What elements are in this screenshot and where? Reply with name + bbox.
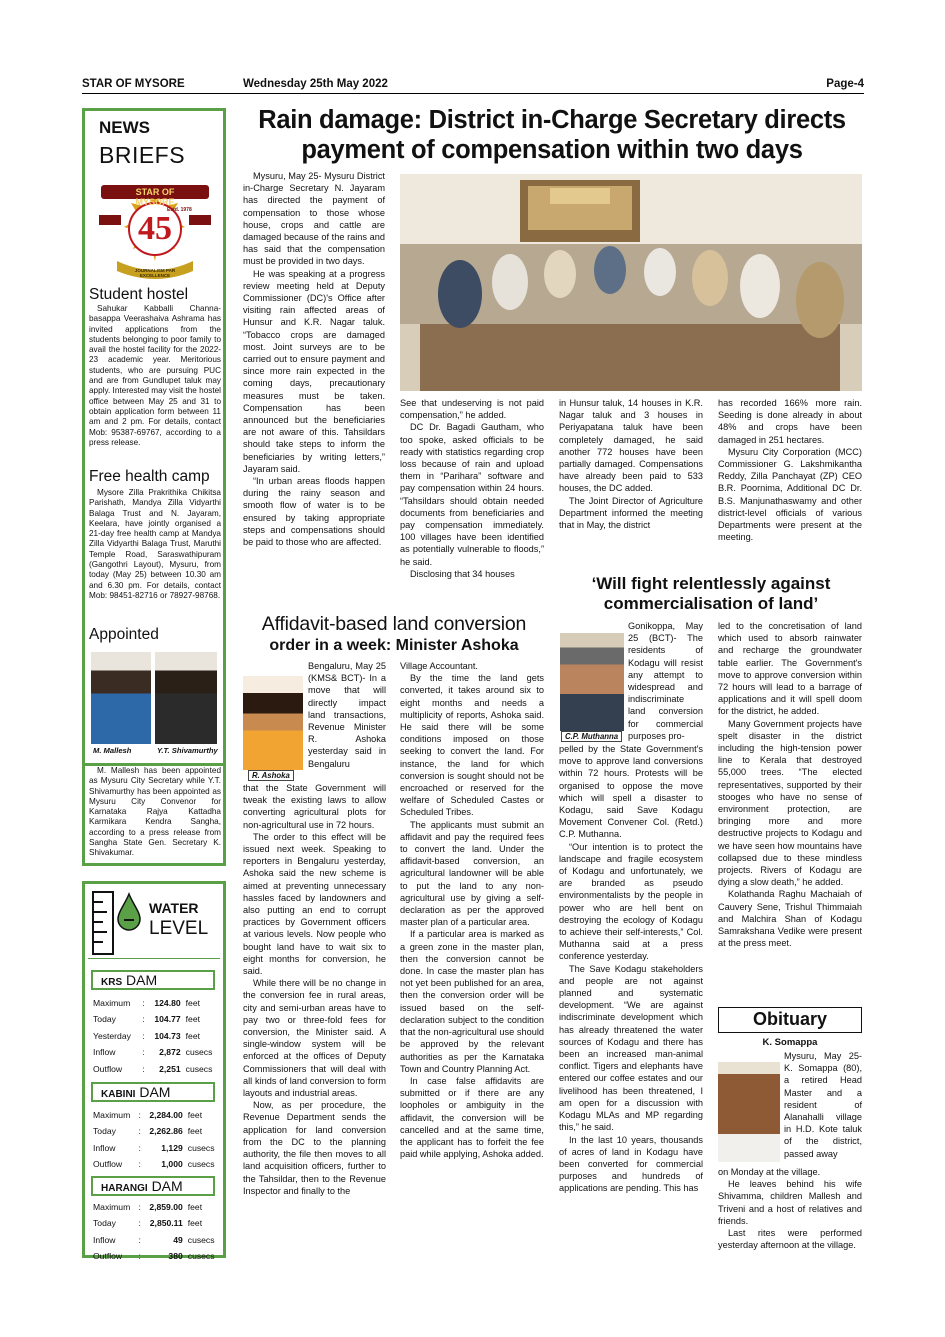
table-row: Yesterday : 104.73 feet (93, 1030, 200, 1041)
news-briefs-panel (82, 108, 226, 766)
table-row: Maximum : 124.80 feet (93, 998, 200, 1008)
kodagu-column-2: led to the concretisation of land which used to absorb rainwater and recharge the groundwater table earlier. The Government's move to approve conversion within 72 hours will lead to a barrage of applications and it will spell doom for the district, he added. Many Government projects have spelt disaster in the district including the high-tension power line to Kerala that destroyed 55,000 trees. “The elected representatives, supported by their stooges who have no sense of environment protection, are bringing more and more destructive projects to Kodagu and we have seen how mountains have collapsed due to these mindless projects. Rivers of Kodagu are dying a slow death,” he added. Kolathanda Raghu Machaiah of Cauvery Sene, Trishul Thimmaiah and Malchira Shan of Kodagu Samrakshana Vedike were present at the press meet. (718, 621, 862, 949)
krs-dam-heading: KRS DAM (91, 970, 215, 990)
muthanna-caption: C.P. Muthanna (561, 731, 622, 742)
star-of-mysore-logo (97, 177, 213, 287)
table-row: Inflow : 1,129 cusecs (93, 1142, 215, 1153)
masthead (82, 78, 864, 94)
lead-column-1: Mysuru, May 25- Mysuru District in-Charge Secretary N. Jayaram has directed the payment of compensation to those whose house, crops and cattle are damaged because of the rains and has said that the compensation must be provided in two days. He was speaking at a progress review meeting held at Deputy Commissioner (DC)'s Office after visiting rain affected areas of Hunsur and K.R. Nagar taluk. “Tobacco crops are damaged most. Joint surveys are to be carried out to ensure payment and since more rain expected in the coming days, precautionary measures must be taken. Compensation has been announced but the beneficiaries are not aware of this. Tahsildars should take steps to inform the beneficiaries by writing letters,” Jayaram said. “In urban areas floods happen during the rainy season and smooth flow of water is to be ensured by taking appropriate steps and compensations should be paid to those who are affected. (243, 171, 385, 548)
briefs-word: BRIEFS (99, 142, 186, 168)
kodagu-wrap-text: Gonikoppa, May 25 (BCT)- The residents of Kodagu will resist any attempt to widespread and indiscriminate land conversion for commercial purposes pro- (628, 621, 703, 741)
brief-title: Student hostel (89, 286, 189, 303)
gauge-icon (91, 890, 115, 956)
table-row: Today : 104.77 feet (93, 1014, 200, 1025)
brief-title: Appointed (89, 626, 159, 643)
obituary-name: K. Somappa (762, 1037, 818, 1048)
water-drop-icon (115, 892, 143, 932)
photo-caption: M. Mallesh (93, 746, 132, 755)
shivamurthy-photo (155, 652, 217, 744)
lead-column-4: has recorded 166% more rain. Seeding is done already in about 48% and crops have been damaged in 251 hectares. Mysuru City Corporation (MCC) Commissioner G. Lakshmikantha Reddy, Zilla Panchayat (ZP) CEO B.R. Poornima, Additional DC Dr. B.S. Manjunathaswamy and other district-level officials of various Departments were present at the meeting. (718, 398, 862, 543)
lead-column-2: See that undeserving is not paid compensation,” he added. DC Dr. Bagadi Gautham, who too spoke, asked officials to be ready with statistics regarding crop loss because of rain and upload them in “Parihara” software and pay compensation within 24 hours. “Tahsildars should obtain needed documents from beneficiaries and pay compensation immediately. 100 villages have been identified as potentially vulnerable to floods,” he said. Disclosing that 34 houses (400, 398, 544, 579)
table-row: Outflow : 1,000 cusecs (93, 1159, 215, 1170)
kabini-dam-heading: KABINI DAM (91, 1082, 215, 1102)
harangi-dam-heading: HARANGI DAM (91, 1176, 215, 1196)
brief-title: Free health camp (89, 468, 210, 485)
logo-name: STAR OF MYSORE (135, 187, 175, 207)
photo-caption: Y.T. Shivamurthy (157, 746, 218, 755)
kodagu-headline: ‘Will fight relentlessly against commercialisation of land’ (591, 574, 831, 613)
issue-date: Wednesday 25th May 2022 (243, 78, 388, 90)
logo-tagline: JOURNALISM PAR EXCELLENCE (134, 268, 176, 278)
level-word: LEVEL (149, 918, 209, 939)
lead-headline: Rain damage: District in-Charge Secretary directs payment of compensation within two days (258, 106, 846, 164)
logo-estd: Estd. 1978 (167, 207, 192, 213)
paper-name: STAR OF MYSORE (82, 78, 185, 90)
harangi-dam-table (91, 1198, 221, 1266)
obituary-heading: Obituary (718, 1007, 862, 1033)
affidavit-headline: Affidavit-based land conversion order in a week: Minister Ashoka (261, 613, 527, 654)
ashoka-photo (243, 676, 303, 770)
table-row: Inflow : 49 cusecs (93, 1234, 215, 1245)
divider (88, 958, 220, 959)
kabini-dam-table (91, 1106, 221, 1174)
brief-text: Mysore Zilla Prakrithika Chikitsa Parishath, Mandya Zilla Vidyarthi Balaga Trust and N. Jayaram, Keelara, have jointly organised a 21-day free health camp at Mandya Zilla Vidyarthi Balaga Trust, Maruthi Temple Road, Saraswathipuram (Gangothri Layout), Mysuru, from today (May 25) between 10.30 am and 6.30 pm. For details, contact Mob: 98451-82716 or 78927-98768. (89, 488, 221, 600)
table-row: Outflow : 380 cusecs (93, 1251, 215, 1262)
obituary-body: on Monday at the village. He leaves behind his wife Shivamma, children Mallesh and Triveni and a host of relatives and friends. Last rites were performed yesterday afternoon at the village. (718, 1167, 862, 1251)
affidavit-column-1: that the State Government will tweak the existing laws to allow converting agricultural plots for non-agricultural use in 72 hours. The order to this effect will be issued next week. Speaking to reporters in Bengaluru yesterday, Ashoka said the new scheme is aimed at preventing unnecessary hassles faced by landowners and also putting an end to corrupt practices by Government officers at various levels. Now people who bought land have to wait six to eight months for conversion, he said. While there will be no change in the conversion fee in rural areas, city and semi-urban areas have to pay two or three-fold fees for conversion, the Minister said. A single-window system will be enforced at the offices of Deputy Commissioners that will deal with all kinds of land conversion to form layouts and industrial areas. Now, as per procedure, the Revenue Department sends the application for land conversion from the DC to the planning authority, the file then moves to all land acquisition officers, further to the Tahsildar, then to the Revenue Inspector and finally to the (243, 783, 386, 1196)
page-number: Page-4 (826, 78, 864, 90)
lead-column-3: in Hunsur taluk, 14 houses in K.R. Nagar taluk and 3 houses in Periyapatana taluk have been completely damaged, he said another 772 houses have been partially damaged. Compensations have already been paid to 533 houses, the DC added. The Joint Director of Agriculture Department informed the meeting that in May, the district (559, 398, 703, 531)
table-row: Today : 2,262.86 feet (93, 1126, 203, 1137)
obituary-wrap-text: Mysuru, May 25- K. Somappa (80), a retired Head Master and a resident of Alanahalli village in H.D. Kote taluk of the district, passed away (784, 1051, 862, 1159)
affidavit-wrap-text: Bengaluru, May 25 (KMS& BCT)- In a move that will directly impact land transactions, Revenue Minister R. Ashoka yesterday said in Bengaluru (308, 661, 386, 769)
table-row: Maximum : 2,859.00 feet (93, 1202, 203, 1212)
mallesh-photo (91, 652, 151, 744)
water-word: WATER (149, 900, 199, 916)
krs-dam-table (91, 994, 221, 1078)
table-row: Outflow : 2,251 cusecs (93, 1063, 213, 1074)
briefs-panel-bottom (82, 766, 226, 866)
logo-number: 45 (138, 210, 172, 247)
kodagu-column-1: pelled by the State Government's move to approve land conversions within 72 hours. Protests will be organised to oppose the move which will spell a disaster to Kodagu, said Save Kodagu Movement Convener Col. (Retd.) C.P. Muthanna. “Our intention is to protect the landscape and fragile ecosystem of Kodagu and unfortunately, we are branded as pseudo environmentalists by the people in power who are hell bent on destroying the ecology of Kodagu to achieve their self-interests,” Col. Muthanna said at a press conference yesterday. The Save Kodagu stakeholders and people are not against planned and systematic development. “We are against indiscriminate development which has already threatened the water sources of Kodagu and there has been an increased man-animal conflict. Tigers and elephants have entered our coffee estates and our livelihood has been threatened, I am open for a discussion with Kodagu MLAs and MP regarding this,” he said. In the last 10 years, thousands of acres of land in Kodagu have been converted for commercial purposes and hundreds of applications are pending. This has (559, 744, 703, 1194)
water-level-panel (82, 881, 226, 1262)
appointed-text: M. Mallesh has been appointed as Mysuru City Secretary while Y.T. Shivamurthy has been appointed as Mysuru City Convenor for Karnataka Rajya Kattadha Karmikara Kendra Sangha, according to a press release from Sangha State Gen. Secretary K. Shivakumar. (89, 766, 221, 858)
affidavit-column-2: Village Accountant. By the time the land gets converted, it takes around six to eight months and needs a multiplicity of reports, Ashoka said. He said there will be some conditions imposed on those seeking to convert the land. For instance, the land for which conversion is sought should not be encroached or reserved for the welfare of Scheduled Castes or Scheduled Tribes. The applicants must submit an affidavit and pay the required fees to convert the land. Under the affidavit-based conversion, an agricultural landowner will be able to put the land to any non-agricultural use by giving a self-declaration as per the approved master plan of a particular area. If a particular area is marked as a green zone in the master plan, then the conversion cannot be done. In case the master plan has not yet been published for an area, then the conversion order will be issued based on the self-declaration subject to the condition that the non-agricultural use should be approved by the relevant authorities as per the Karnataka Town and Country Planning Act. In case false affidavits are submitted or if there are any loopholes or ambiguity in the affidavit, the conversion will be cancelled and at the same time, the applicant has to forfeit the fee paid while applying, Ashoka added. (400, 661, 544, 1160)
brief-text: Sahukar Kabballi Channa-basappa Veerashaiva Ashrama has invited applications from the students belonging to poor family to avail the hostel facility for the 2022-23 academic year. Meritorious students, who are pursuing PUC and are from Gundlupet taluk may apply. Interested may visit the hostel office between May 25 and 31 to obtain application form between 11 am and 2 pm. For details, contact Mob: 95387-69767, according to a press release. (89, 304, 221, 447)
meeting-photo (400, 174, 862, 391)
news-word: NEWS (99, 118, 150, 137)
ashoka-caption: R. Ashoka (248, 770, 294, 781)
table-row: Inflow : 2,872 cusecs (93, 1047, 213, 1058)
table-row: Maximum : 2,284.00 feet (93, 1110, 203, 1120)
table-row: Today : 2,850.11 feet (93, 1218, 203, 1229)
